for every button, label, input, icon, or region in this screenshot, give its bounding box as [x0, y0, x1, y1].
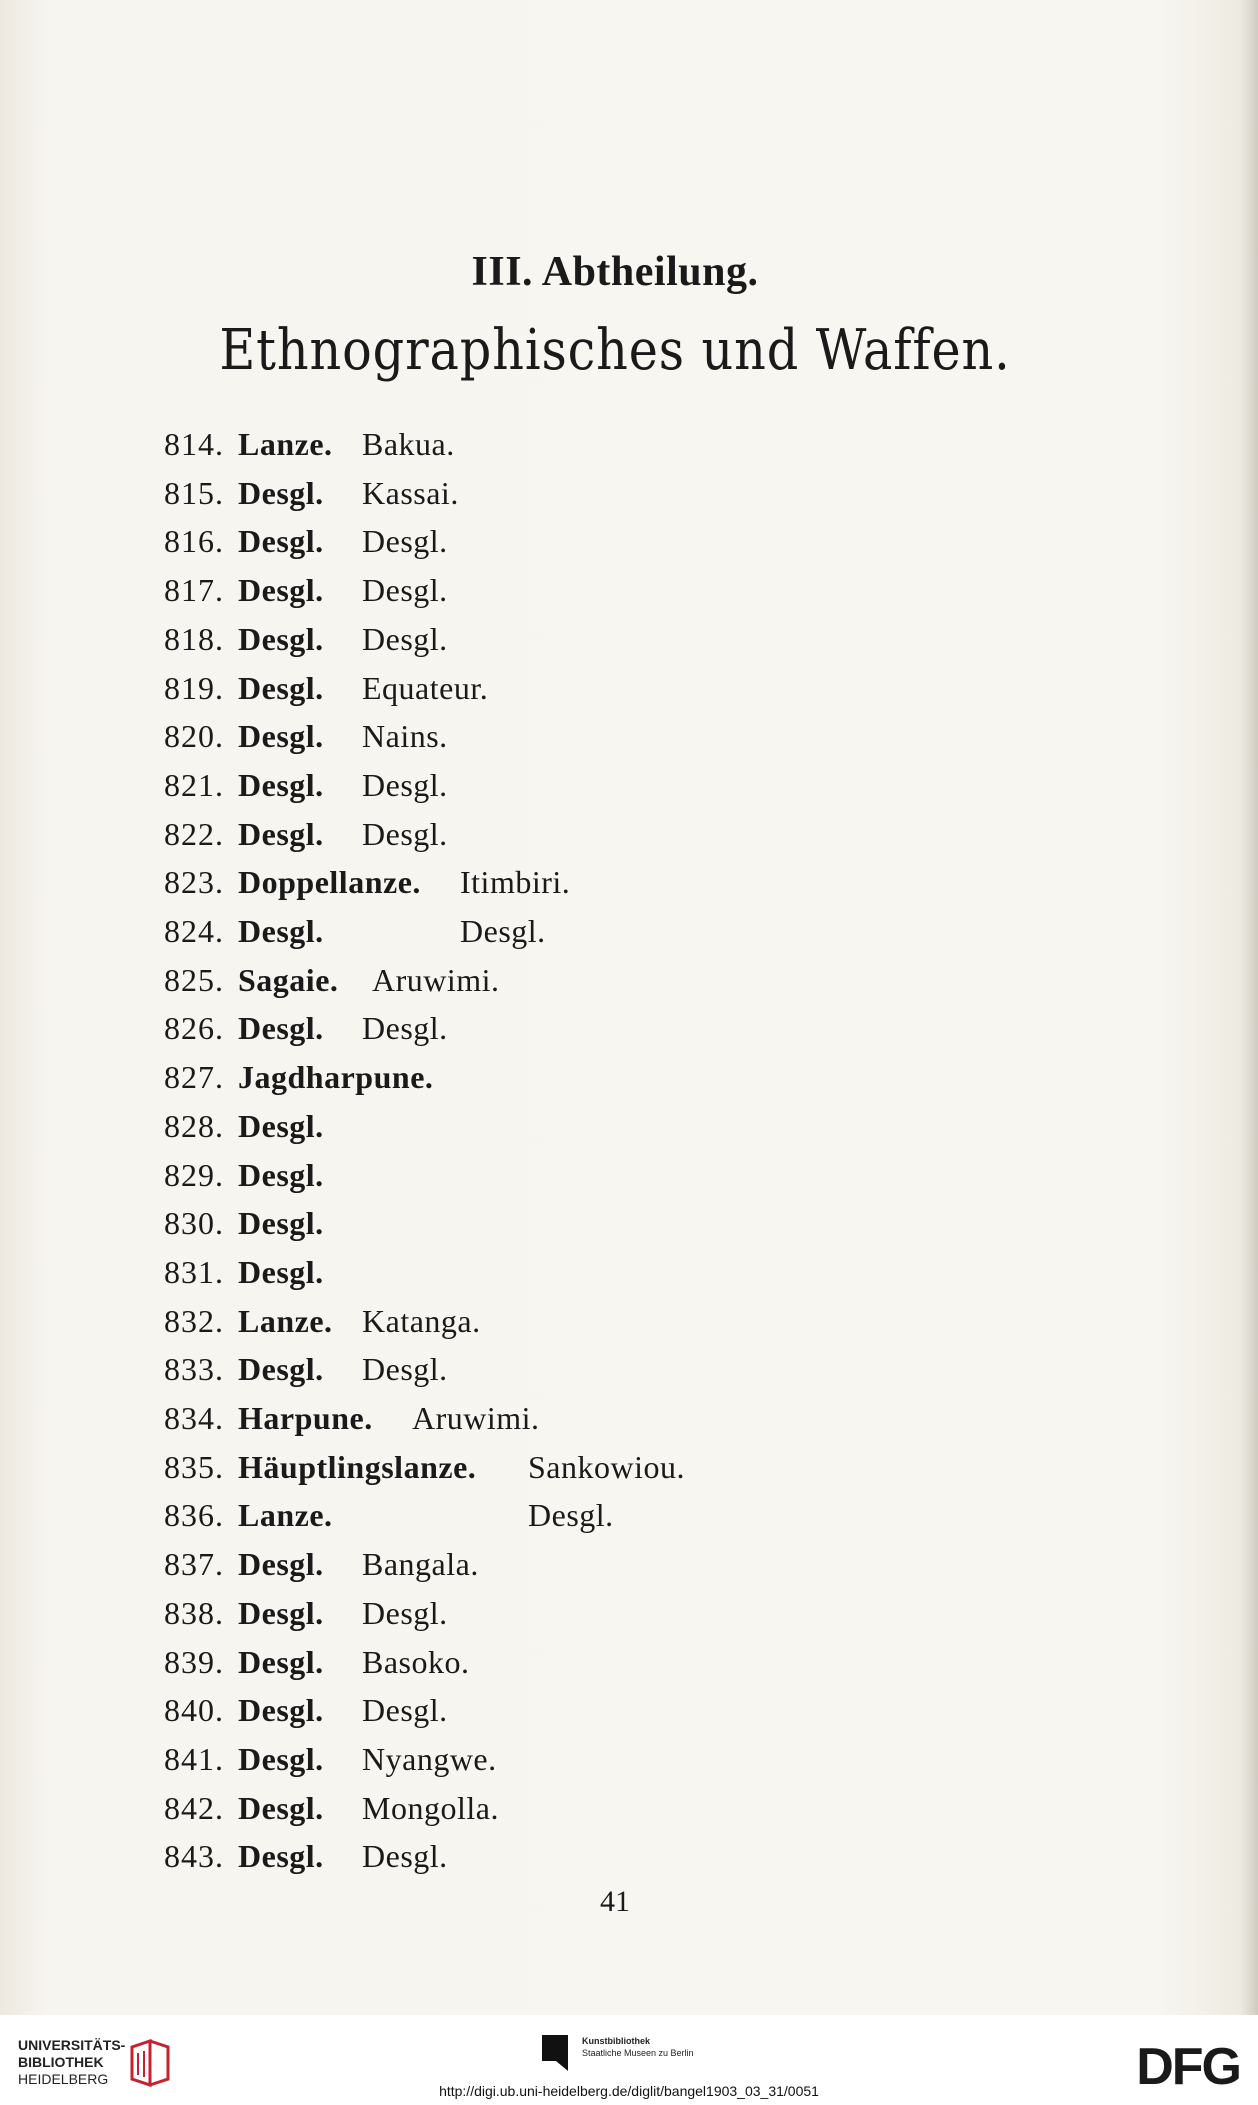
entry-number: 834. — [164, 1400, 224, 1436]
entry-number: 822. — [164, 815, 224, 852]
catalog-entry — [126, 1735, 1126, 1783]
entry-number: 819. — [164, 669, 224, 706]
entry-name: Doppellanze. — [238, 864, 421, 901]
entry-origin: Itimbiri. — [460, 864, 571, 901]
kunstbibliothek-title: Kunstbibliothek — [582, 2036, 650, 2046]
catalog-entry — [126, 1686, 1126, 1734]
entry-number: 838. — [164, 1594, 224, 1631]
catalog-entry — [126, 566, 1126, 614]
entry-number: 828. — [164, 1107, 224, 1144]
catalog-entry — [126, 1394, 1126, 1442]
catalog-entry — [126, 1102, 1126, 1150]
catalog-entry — [126, 1199, 1126, 1247]
catalog-entry — [126, 810, 1126, 858]
entry-name: Desgl. — [238, 766, 324, 803]
entry-origin: Katanga. — [362, 1302, 481, 1339]
entry-name: Desgl. — [238, 1107, 324, 1144]
entry-origin: Desgl. — [362, 1594, 448, 1631]
entry-number: 818. — [164, 620, 224, 657]
entry-number: 840. — [164, 1692, 224, 1729]
entry-name: Lanze. — [238, 426, 333, 462]
entry-name: Desgl. — [238, 1594, 324, 1631]
entry-origin: Equateur. — [362, 669, 489, 706]
catalog-entry — [126, 1832, 1126, 1880]
entry-name: Desgl. — [238, 523, 324, 560]
catalog-entry — [126, 664, 1126, 712]
entry-name: Desgl. — [238, 474, 324, 511]
entry-number: 835. — [164, 1448, 224, 1485]
kunstbibliothek-text[interactable] — [582, 2035, 694, 2059]
entry-number: 843. — [164, 1838, 224, 1875]
entry-origin: Desgl. — [362, 766, 448, 803]
entry-origin: Desgl. — [460, 913, 546, 949]
entry-name: Desgl. — [238, 1156, 324, 1193]
entry-number: 829. — [164, 1156, 224, 1193]
entry-number: 830. — [164, 1205, 224, 1242]
entry-number: 827. — [164, 1059, 224, 1096]
entry-name: Desgl. — [238, 1692, 324, 1729]
kunstbibliothek-logo-icon — [538, 2031, 576, 2071]
entry-name: Desgl. — [238, 1253, 324, 1290]
catalog-entry — [126, 1248, 1126, 1296]
entry-number: 837. — [164, 1546, 224, 1583]
catalog-entry — [126, 858, 1126, 906]
entry-number: 839. — [164, 1643, 224, 1680]
entry-name: Desgl. — [238, 620, 324, 657]
entry-number: 825. — [164, 961, 224, 998]
catalog-entry — [126, 517, 1126, 565]
entry-origin: Sankowiou. — [528, 1448, 685, 1485]
entry-name: Desgl. — [238, 815, 324, 852]
entry-name: Desgl. — [238, 718, 324, 755]
footer-bar — [0, 2015, 1258, 2105]
entry-number: 817. — [164, 572, 224, 609]
catalog-entry — [126, 469, 1126, 517]
catalog-entry — [126, 1151, 1126, 1199]
entry-number: 833. — [164, 1351, 224, 1388]
library-name-line2: BIBLIOTHEK — [18, 2054, 104, 2070]
entry-number: 842. — [164, 1789, 224, 1826]
entry-name: Lanze. — [238, 1302, 333, 1339]
entry-number: 821. — [164, 766, 224, 803]
entry-name: Desgl. — [238, 1351, 324, 1388]
catalog-entry — [126, 1004, 1126, 1052]
page-number: 41 — [600, 1885, 630, 1918]
entry-name: Desgl. — [238, 1740, 324, 1777]
entry-origin: Mongolla. — [362, 1789, 499, 1826]
catalog-entry — [126, 712, 1126, 760]
main-title: Ethnographisches und Waffen. — [219, 318, 1011, 383]
entry-name: Desgl. — [238, 669, 324, 706]
catalog-entry — [126, 1491, 1126, 1539]
entry-name: Jagdharpune. — [238, 1059, 434, 1096]
catalog-entry — [126, 1540, 1126, 1588]
entry-name: Desgl. — [238, 1789, 324, 1826]
entry-origin: Kassai. — [362, 474, 459, 511]
entry-origin: Desgl. — [362, 1838, 448, 1875]
entry-name: Sagaie. — [238, 961, 339, 998]
dfg-logo[interactable]: DFG — [1136, 2038, 1240, 2096]
entry-name: Desgl. — [238, 1010, 324, 1047]
entry-number: 826. — [164, 1010, 224, 1047]
entry-origin: Nains. — [362, 718, 448, 755]
entry-number: 816. — [164, 523, 224, 560]
entry-origin: Desgl. — [362, 1010, 448, 1047]
entry-number: 824. — [164, 913, 224, 949]
entry-name: Desgl. — [238, 1546, 324, 1583]
entry-name: Häuptlingslanze. — [238, 1448, 477, 1485]
entry-number: 831. — [164, 1253, 224, 1290]
kunstbibliothek-subtitle: Staatliche Museen zu Berlin — [582, 2048, 694, 2058]
permalink-url[interactable]: http://digi.ub.uni-heidelberg.de/diglit/bangel1903_03_31/0051 — [439, 2083, 819, 2099]
catalog-entry — [126, 1589, 1126, 1637]
entry-name: Desgl. — [238, 572, 324, 609]
catalog-entry — [126, 1297, 1126, 1345]
entry-origin: Desgl. — [362, 1351, 448, 1388]
catalog-entry — [126, 420, 1126, 468]
entry-origin: Bangala. — [362, 1546, 479, 1583]
entry-origin: Desgl. — [362, 1692, 448, 1729]
catalog-entry — [126, 1784, 1126, 1832]
entry-origin: Desgl. — [528, 1497, 614, 1534]
entry-name: Desgl. — [238, 1838, 324, 1875]
entry-origin: Aruwimi. — [412, 1400, 540, 1436]
section-title: III. Abtheilung. — [471, 249, 759, 295]
entry-origin: Aruwimi. — [372, 961, 500, 998]
catalog-entry — [126, 1638, 1126, 1686]
library-logo-icon — [128, 2037, 174, 2089]
entry-name: Desgl. — [238, 1205, 324, 1242]
library-name-line1: UNIVERSITÄTS- — [18, 2037, 126, 2053]
university-library-logo[interactable] — [18, 2037, 125, 2088]
entry-origin: Desgl. — [362, 572, 448, 609]
entry-number: 823. — [164, 864, 224, 901]
entry-origin: Desgl. — [362, 523, 448, 560]
entry-name: Desgl. — [238, 1643, 324, 1680]
page-edge-shadow — [1240, 0, 1258, 2015]
entry-origin: Nyangwe. — [362, 1740, 497, 1777]
catalog-entry — [126, 761, 1126, 809]
entry-name: Lanze. — [238, 1497, 333, 1534]
entry-name: Harpune. — [238, 1400, 373, 1436]
entry-origin: Basoko. — [362, 1643, 470, 1680]
entry-number: 814. — [164, 426, 224, 462]
catalog-entry — [126, 1443, 1126, 1491]
entry-origin: Desgl. — [362, 815, 448, 852]
entry-number: 841. — [164, 1740, 224, 1777]
catalog-entry — [126, 956, 1126, 1004]
entry-number: 836. — [164, 1497, 224, 1534]
catalog-entry — [126, 1053, 1126, 1101]
catalog-entry — [126, 615, 1126, 663]
library-name-line3: HEIDELBERG — [18, 2071, 109, 2087]
catalog-entry — [126, 1345, 1126, 1393]
entry-number: 815. — [164, 474, 224, 511]
entry-name: Desgl. — [238, 913, 324, 949]
entry-number: 820. — [164, 718, 224, 755]
entry-number: 832. — [164, 1302, 224, 1339]
catalog-entry — [126, 907, 1126, 955]
entry-origin: Bakua. — [362, 426, 455, 462]
entry-origin: Desgl. — [362, 620, 448, 657]
